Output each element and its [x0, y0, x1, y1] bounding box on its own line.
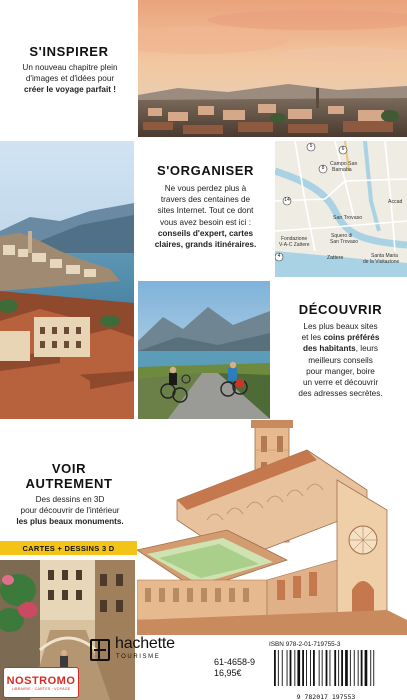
section-text-inspirer — [4, 62, 136, 96]
barcode-bar — [282, 650, 283, 686]
title-line: AUTREMENT — [25, 476, 113, 491]
map-label: V-A-C Zattere — [279, 242, 310, 248]
text-line-bold: les plus beaux monuments. — [16, 517, 124, 527]
barcode-bar — [354, 650, 355, 686]
barcode-bar — [297, 650, 300, 686]
text-line: meilleurs conseils — [308, 355, 373, 365]
text-fragment-bold: des habitants — [302, 344, 356, 354]
barcode — [270, 650, 382, 700]
text-fragment: et les — [301, 333, 324, 343]
barcode-bar — [373, 650, 374, 686]
text-line: Un nouveau chapitre plein — [22, 63, 118, 72]
barcode-bar — [294, 650, 295, 686]
shop-sticker — [3, 667, 79, 698]
map-label: San Trovaso — [330, 239, 359, 245]
text-line — [276, 343, 405, 354]
section-text-organiser — [140, 183, 271, 250]
title-line: VOIR — [51, 461, 87, 476]
barcode-digits: 9 782017 197553 — [296, 693, 356, 700]
barcode-bar — [274, 650, 276, 686]
section-text-voir — [2, 494, 138, 528]
barcode-bar — [334, 650, 336, 686]
section-text-decouvrir — [276, 321, 405, 399]
price: 16,95€ — [214, 668, 242, 678]
text-line: Les plus beaux sites — [303, 322, 378, 331]
text-line: des adresses secrètes. — [298, 389, 383, 399]
photo-cyclists — [138, 281, 270, 419]
shop-name: NOSTROMO — [6, 674, 76, 687]
text-line: pour manger, boire — [306, 366, 375, 376]
barcode-bar — [370, 650, 371, 686]
map-marker: 14 — [284, 197, 290, 203]
text-line: vous avez besoin est ici : — [159, 217, 252, 227]
publisher-mark-icon — [90, 639, 110, 661]
barcode-bar — [302, 650, 304, 686]
drawing-3d-church — [137, 420, 407, 635]
text-line — [276, 332, 405, 343]
text-line: pour découvrir de l'intérieur — [20, 506, 120, 516]
barcode-bar — [345, 650, 348, 686]
text-line-bold: créer le voyage parfait ! — [24, 85, 116, 95]
text-line-bold: claires, grands itinéraires. — [154, 240, 257, 250]
map-marker: 8 — [321, 165, 325, 171]
text-line: Des dessins en 3D — [35, 495, 105, 504]
product-code: 61-4658-9 — [214, 657, 256, 667]
map-venice — [275, 141, 407, 277]
map-marker: 5 — [309, 143, 313, 149]
barcode-bar — [365, 650, 368, 686]
map-label: de la Visitazione — [363, 259, 400, 265]
shop-tagline: LIBRAIRIE · CARTES · VOYAGE — [11, 686, 71, 691]
text-line-bold: conseils d'expert, cartes — [157, 228, 254, 238]
barcode-bar — [341, 650, 343, 686]
barcode-bar — [313, 650, 315, 686]
barcode-bar — [326, 650, 328, 686]
barcode-bar — [290, 650, 292, 686]
text-line: d'images et d'idées pour — [25, 74, 115, 84]
barcode-bar — [330, 650, 331, 686]
map-label: Accad — [388, 199, 403, 205]
photo-sunset-town — [138, 0, 407, 137]
section-title-voir — [0, 461, 138, 491]
section-title-decouvrir: DÉCOUVRIR — [298, 302, 383, 317]
map-marker: 6 — [341, 146, 345, 152]
section-title-inspirer: S'INSPIRER — [29, 44, 109, 59]
feature-badge: CARTES + DESSINS 3 D — [0, 541, 137, 555]
barcode-bar — [358, 650, 359, 686]
map-label: San Trovaso — [333, 215, 363, 221]
section-title-organiser: S'ORGANISER — [156, 163, 255, 178]
barcode-bar — [338, 650, 339, 686]
text-line: Ne vous perdez plus à — [164, 184, 247, 193]
text-fragment-bold: coins préférés — [323, 333, 380, 343]
map-label: Santa Maria — [371, 253, 398, 259]
barcode-bar — [322, 650, 323, 686]
map-label: Fondazione — [281, 236, 308, 242]
barcode-bar — [319, 650, 320, 686]
publisher-name: hachette — [115, 635, 175, 652]
publisher-sub: TOURISME — [116, 654, 161, 660]
map-label: Squero di — [331, 233, 353, 239]
barcode-bar — [361, 650, 363, 686]
map-label: Zattere — [327, 255, 344, 261]
photo-lake-town — [0, 141, 134, 419]
map-marker: 4 — [277, 253, 281, 259]
barcode-bar — [306, 650, 307, 686]
barcode-bar — [350, 650, 351, 686]
text-line: travers des centaines de — [160, 195, 251, 205]
publisher-logo — [90, 637, 200, 667]
text-line: un verre et découvrir — [302, 378, 379, 388]
map-label: Campo San — [330, 161, 358, 167]
isbn-label: ISBN 978-2-01-719755-3 — [269, 641, 341, 648]
text-line: sites Internet. Tout ce dont — [157, 206, 254, 216]
barcode-bar — [310, 650, 311, 686]
barcode-bar — [287, 650, 288, 686]
barcode-bar — [278, 650, 279, 686]
map-label: Barnaba — [332, 167, 352, 173]
text-fragment: , leurs — [355, 344, 379, 354]
